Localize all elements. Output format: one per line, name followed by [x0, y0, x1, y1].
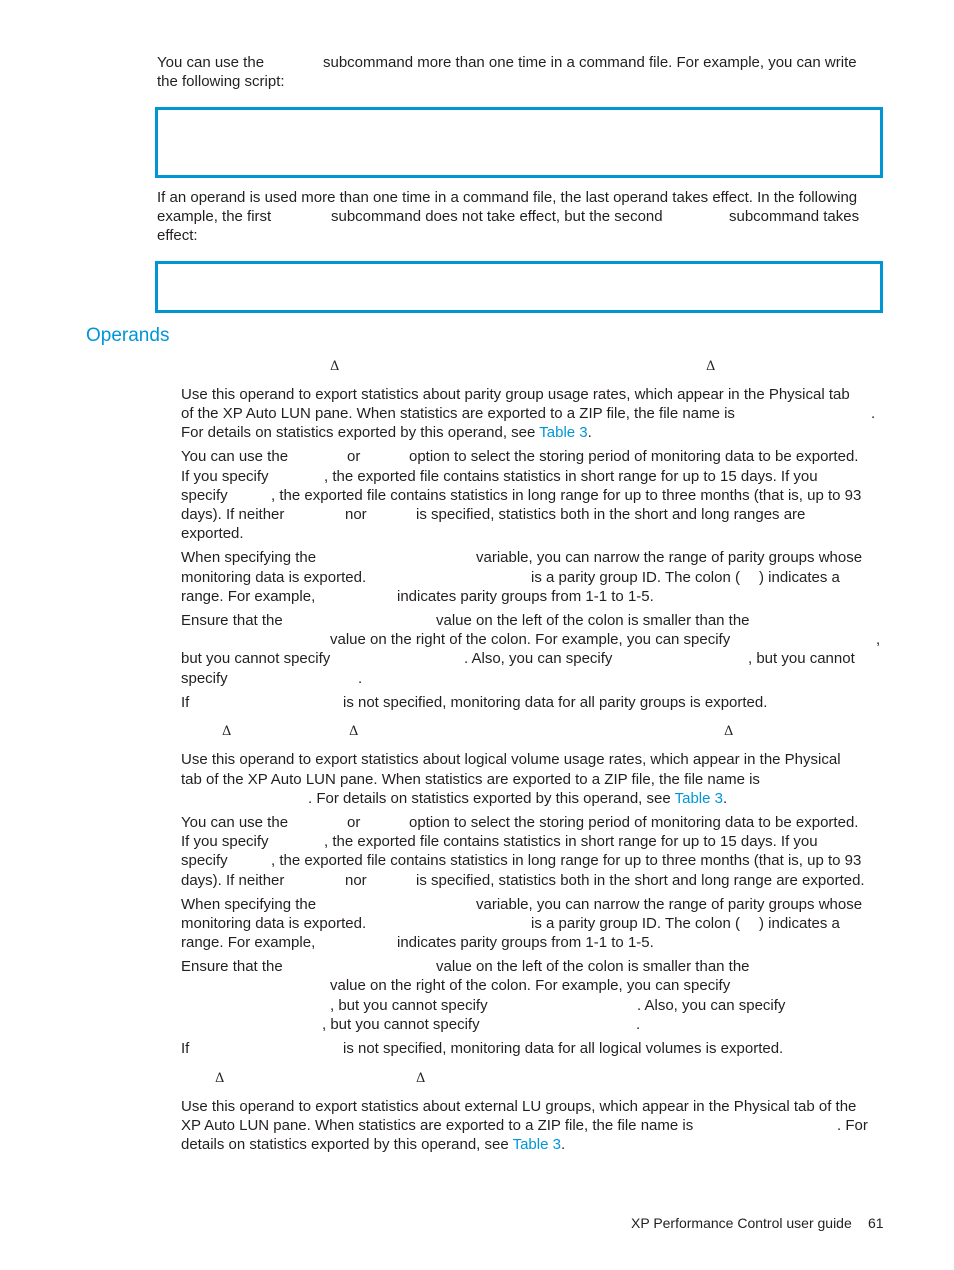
pg-spec-1b: variable, you can narrow the range of parity groups whose: [476, 549, 863, 566]
pg-ensure-4a: specify: [181, 670, 228, 687]
pg-desc-3a: For details on statistics exported by this operand, see: [181, 424, 536, 441]
pg-spec-2b: is a parity group ID. The colon (: [531, 569, 740, 586]
pg-range-4b: nor: [345, 506, 367, 523]
table-3-link[interactable]: Table 3: [512, 1136, 561, 1153]
lv-spec-3a: range. For example,: [181, 934, 316, 951]
lv-range-2a: If you specify: [181, 833, 269, 850]
page-number: 61: [868, 1215, 884, 1231]
pg-spec-3a: range. For example,: [181, 588, 316, 605]
pg-ensure-2a: value on the right of the colon. For example, you can specify: [330, 631, 731, 648]
pg-range-1a: You can use the: [181, 448, 289, 465]
lv-spec-1a: When specifying the: [181, 896, 317, 913]
pg-ensure-4b: .: [358, 670, 363, 687]
operand-effect-2a: example, the first: [157, 208, 272, 225]
pg-ensure-1b: value on the left of the colon is smaller than the: [436, 612, 750, 629]
lv-if-a: If: [181, 1040, 190, 1057]
lv-range-4a: days). If neither: [181, 872, 285, 889]
lv-if-b: is not specified, monitoring data for all logical volumes is exported.: [343, 1040, 784, 1057]
delta-symbol: Δ: [349, 724, 359, 739]
lv-range-2b: , the exported file contains statistics in short range for up to 15 days. If you: [324, 833, 818, 850]
pg-range-3b: , the exported file contains statistics in long range for up to three months (that is, up to 93: [271, 487, 862, 504]
script-code-box: [155, 107, 883, 178]
pg-if-b: is not specified, monitoring data for all parity groups is exported.: [343, 694, 768, 711]
pg-range-1c: option to select the storing period of monitoring data to be exported.: [409, 448, 859, 465]
delta-symbol: Δ: [222, 724, 232, 739]
pg-desc-2a: of the XP Auto LUN pane. When statistics are exported to a ZIP file, the file name is: [181, 405, 735, 422]
operand-effect-2c: subcommand takes: [729, 208, 860, 225]
lv-ensure-4b: .: [636, 1016, 641, 1033]
lv-ensure-3a: , but you cannot specify: [330, 997, 488, 1014]
pg-range-2a: If you specify: [181, 468, 269, 485]
table-3-link[interactable]: Table 3: [539, 424, 588, 441]
pg-ensure-3a: but you cannot specify: [181, 650, 331, 667]
lv-spec-2a: monitoring data is exported.: [181, 915, 367, 932]
ext-desc-3: [181, 1135, 565, 1154]
pg-spec-2c: ) indicates a: [759, 569, 840, 586]
pg-ensure-2b: ,: [876, 631, 881, 648]
delta-symbol: Δ: [330, 359, 340, 374]
operand-effect-1: If an operand is used more than one time in a command file, the last operand takes effect. In the following: [157, 189, 858, 206]
footer-title: XP Performance Control user guide: [631, 1215, 852, 1231]
lv-range-4b: nor: [345, 872, 367, 889]
lv-range-1a: You can use the: [181, 814, 289, 831]
section-heading-operands: Operands: [86, 325, 170, 346]
pg-range-2b: , the exported file contains statistics in short range for up to 15 days. If you: [324, 468, 818, 485]
lv-range-1b: or: [347, 814, 361, 831]
ext-desc-2a: XP Auto LUN pane. When statistics are exported to a ZIP file, the file name is: [181, 1117, 694, 1134]
lv-spec-3b: indicates parity groups from 1-1 to 1-5.: [397, 934, 654, 951]
delta-symbol: Δ: [706, 359, 716, 374]
pg-ensure-1a: Ensure that the: [181, 612, 283, 629]
pg-if-a: If: [181, 694, 190, 711]
delta-symbol: Δ: [416, 1071, 426, 1086]
ext-desc-1: Use this operand to export statistics about external LU groups, which appear in the Physical tab of the: [181, 1098, 857, 1115]
lv-range-4c: is specified, statistics both in the short and long range are exported.: [416, 872, 865, 889]
pg-spec-2a: monitoring data is exported.: [181, 569, 367, 586]
lv-ensure-2: value on the right of the colon. For example, you can specify: [330, 977, 731, 994]
lv-range-1c: option to select the storing period of monitoring data to be exported.: [409, 814, 859, 831]
pg-spec-3b: indicates parity groups from 1-1 to 1-5.: [397, 588, 654, 605]
lv-desc-3: [308, 789, 727, 808]
pg-desc-period: .: [587, 424, 592, 441]
pg-range-3a: specify: [181, 487, 228, 504]
lv-range-3b: , the exported file contains statistics in long range for up to three months (that is, up to 93: [271, 852, 862, 869]
lv-desc-period: .: [722, 790, 728, 807]
lv-ensure-4a: , but you cannot specify: [322, 1016, 480, 1033]
pg-desc-1: Use this operand to export statistics about parity group usage rates, which appear in the Physical tab: [181, 386, 850, 403]
lv-spec-2b: is a parity group ID. The colon (: [531, 915, 740, 932]
lv-desc-1: Use this operand to export statistics about logical volume usage rates, which appear in the Physical: [181, 751, 841, 768]
ext-desc-2b: . For: [837, 1117, 868, 1134]
lv-spec-1b: variable, you can narrow the range of parity groups whose: [476, 896, 863, 913]
pg-ensure-3c: , but you cannot: [748, 650, 855, 667]
operand-effect-2b: subcommand does not take effect, but the second: [331, 208, 663, 225]
example-code-box: [155, 261, 883, 313]
pg-range-1b: or: [347, 448, 361, 465]
lv-desc-3a: . For details on statistics exported by this operand, see: [308, 790, 671, 807]
lv-ensure-1a: Ensure that the: [181, 958, 283, 975]
pg-range-4a: days). If neither: [181, 506, 285, 523]
pg-spec-1a: When specifying the: [181, 549, 317, 566]
delta-symbol: Δ: [215, 1071, 225, 1086]
intro-text-1b: subcommand more than one time in a command file. For example, you can write: [323, 54, 857, 71]
lv-ensure-3b: . Also, you can specify: [637, 997, 786, 1014]
pg-desc-3: [181, 423, 592, 442]
pg-range-4c: is specified, statistics both in the short and long ranges are: [416, 506, 806, 523]
pg-range-5: exported.: [181, 525, 244, 542]
lv-spec-2c: ) indicates a: [759, 915, 840, 932]
lv-desc-2: tab of the XP Auto LUN pane. When statistics are exported to a ZIP file, the file name is: [181, 771, 760, 788]
pg-ensure-3b: . Also, you can specify: [464, 650, 613, 667]
operand-effect-3: effect:: [157, 227, 198, 244]
lv-ensure-1b: value on the left of the colon is smaller than the: [436, 958, 750, 975]
intro-text-1a: You can use the: [157, 54, 265, 71]
ext-desc-period: .: [560, 1136, 566, 1153]
ext-desc-3a: details on statistics exported by this operand, see: [181, 1136, 509, 1153]
lv-range-3a: specify: [181, 852, 228, 869]
table-3-link[interactable]: Table 3: [674, 790, 723, 807]
delta-symbol: Δ: [724, 724, 734, 739]
pg-desc-2b: .: [871, 405, 876, 422]
intro-text-2: the following script:: [157, 73, 285, 90]
